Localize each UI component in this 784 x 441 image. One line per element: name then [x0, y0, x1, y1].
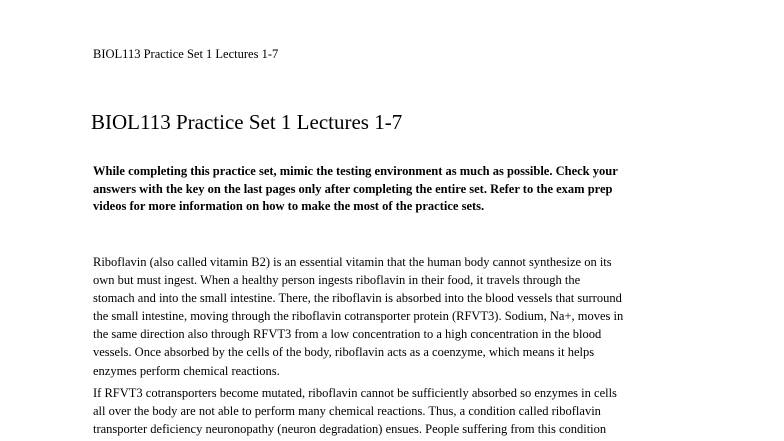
- body-paragraph-riboflavin: [93, 253, 703, 380]
- running-header: BIOL113 Practice Set 1 Lectures 1-7: [93, 47, 279, 61]
- paragraph-line: enzymes perform chemical reactions.: [93, 363, 280, 378]
- body-paragraph-rfvt3-mutation: [93, 384, 703, 438]
- paragraph-line: stomach and into the small intestine. There, the riboflavin is absorbed into the blood vessels that surround: [93, 291, 622, 306]
- paragraph-line: the small intestine, moving through the riboflavin cotransporter protein (RFVT3). Sodium, Na+, moves in: [93, 309, 624, 324]
- paragraph-line: the same direction also through RFVT3 from a low concentration to a high concentration in the blood: [93, 327, 602, 342]
- paragraph-line: Riboflavin (also called vitamin B2) is an essential vitamin that the human body cannot synthesize on its: [93, 255, 612, 269]
- instructions-line: videos for more information on how to make the most of the practice sets.: [93, 199, 485, 213]
- instructions-line: While completing this practice set, mimic the testing environment as much as possible. Check your: [93, 164, 618, 178]
- paragraph-line: vessels. Once absorbed by the cells of the body, riboflavin acts as a coenzyme, which means it helps: [93, 345, 595, 360]
- paragraph-line: all over the body are not able to perform many chemical reactions. Thus, a condition called riboflavin: [93, 404, 601, 419]
- paragraph-line: own but must ingest. When a healthy person ingests riboflavin in their food, it travels through the: [93, 273, 581, 288]
- paragraph-line: If RFVT3 cotransporters become mutated, riboflavin cannot be sufficiently absorbed so enzymes in cells: [93, 386, 617, 400]
- document-title: BIOL113 Practice Set 1 Lectures 1-7: [91, 110, 403, 134]
- paragraph-line: transporter deficiency neuronopathy (neuron degradation) ensues. People suffering from this condition: [93, 422, 607, 437]
- instructions-line: answers with the key on the last pages only after completing the entire set. Refer to the exam prep: [93, 181, 613, 196]
- instructions-paragraph: [93, 163, 703, 216]
